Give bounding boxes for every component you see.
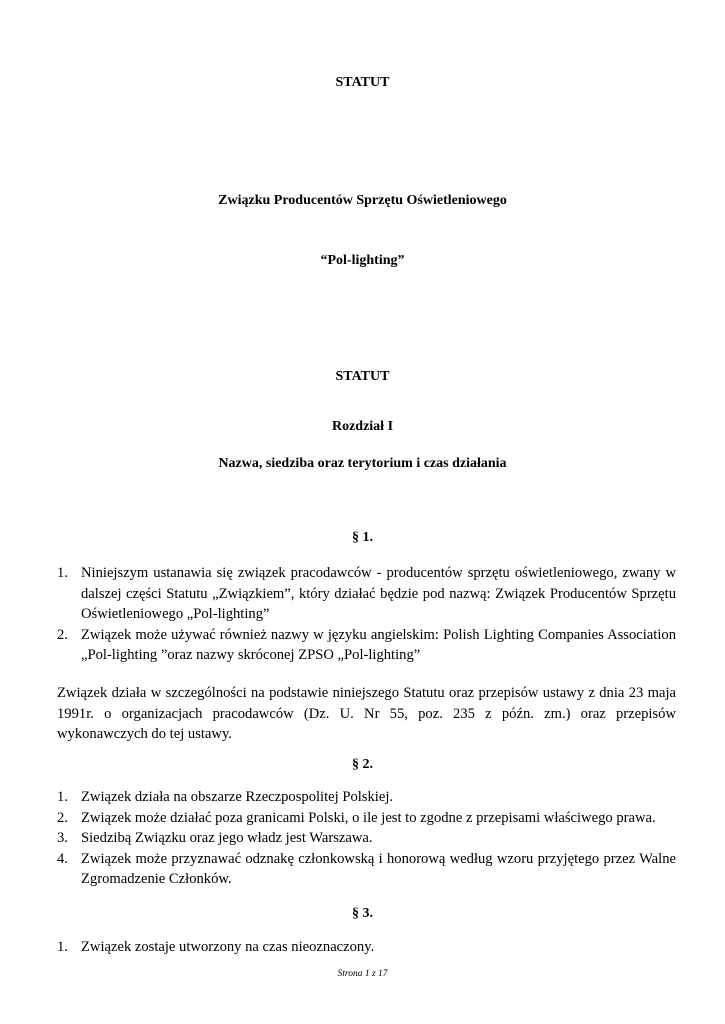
list-item: [57, 849, 676, 890]
list-item-number: 3.: [57, 830, 68, 846]
section-heading: § 3.: [352, 906, 373, 921]
list-item: [57, 828, 676, 849]
list-item-text: Związek może przyznawać odznakę członkowską i honorową według wzoru przyjętego przez Walne Zgromadzenie Członków.: [81, 850, 676, 887]
chapter-heading: Rozdział I: [331, 419, 394, 434]
section-heading: § 1.: [352, 530, 373, 545]
list-item-number: 4.: [57, 850, 68, 867]
list-item-number: 1.: [57, 565, 68, 581]
list-item: [57, 787, 676, 808]
list-item: [57, 808, 676, 829]
section-2-list: [57, 787, 676, 890]
statute-heading: STATUT: [335, 369, 390, 384]
section-1-list: [57, 563, 676, 666]
organization-short-name: “Pol-lighting”: [320, 253, 405, 268]
list-item-text: Związek może działać poza granicami Polski, o ile jest to zgodne z przepisami właściwego prawa.: [81, 809, 656, 826]
organization-name: Związku Producentów Sprzętu Oświetleniowego: [218, 193, 507, 208]
list-item-text: Związek działa na obszarze Rzeczpospolitej Polskiej.: [81, 789, 394, 805]
list-item-text: Związek może używać również nazwy w języku angielskim: Polish Lighting Companies Association „Pol-lighting ”oraz nazwy skróconej ZPSO „Pol-lighting”: [81, 626, 676, 663]
section-3-list: [57, 937, 676, 958]
document-title: STATUT: [335, 75, 390, 90]
section-1-paragraph: Związek działa w szczególności na podstawie niniejszego Statutu oraz przepisów ustawy z dnia 23 maja 1991r. o organizacjach pracodawców (Dz. U. Nr 55, poz. 235 z późn. zm.) oraz przepisów wykonawczych do tej ustawy.: [57, 685, 676, 742]
list-item-number: 2.: [57, 809, 68, 826]
list-item: [57, 937, 676, 958]
page-footer: Strona 1 z 17: [337, 969, 388, 979]
list-item-number: 1.: [57, 939, 68, 955]
list-item: [57, 625, 676, 666]
list-item-number: 1.: [57, 789, 68, 805]
chapter-title: Nazwa, siedziba oraz terytorium i czas działania: [218, 456, 507, 471]
list-item-text: Niniejszym ustanawia się związek pracodawców - producentów sprzętu oświetleniowego, zwany w dalszej części Statutu „Związkiem”, który działać będzie pod nazwą: Związek Producentów Sprzętu Oświetleniowego „Pol-lighting”: [81, 565, 676, 622]
list-item-text: Siedzibą Związku oraz jego władz jest Warszawa.: [81, 830, 373, 846]
section-heading: § 2.: [352, 757, 373, 772]
list-item: [57, 563, 676, 625]
list-item-text: Związek zostaje utworzony na czas nieoznaczony.: [81, 939, 375, 955]
list-item-number: 2.: [57, 626, 68, 643]
